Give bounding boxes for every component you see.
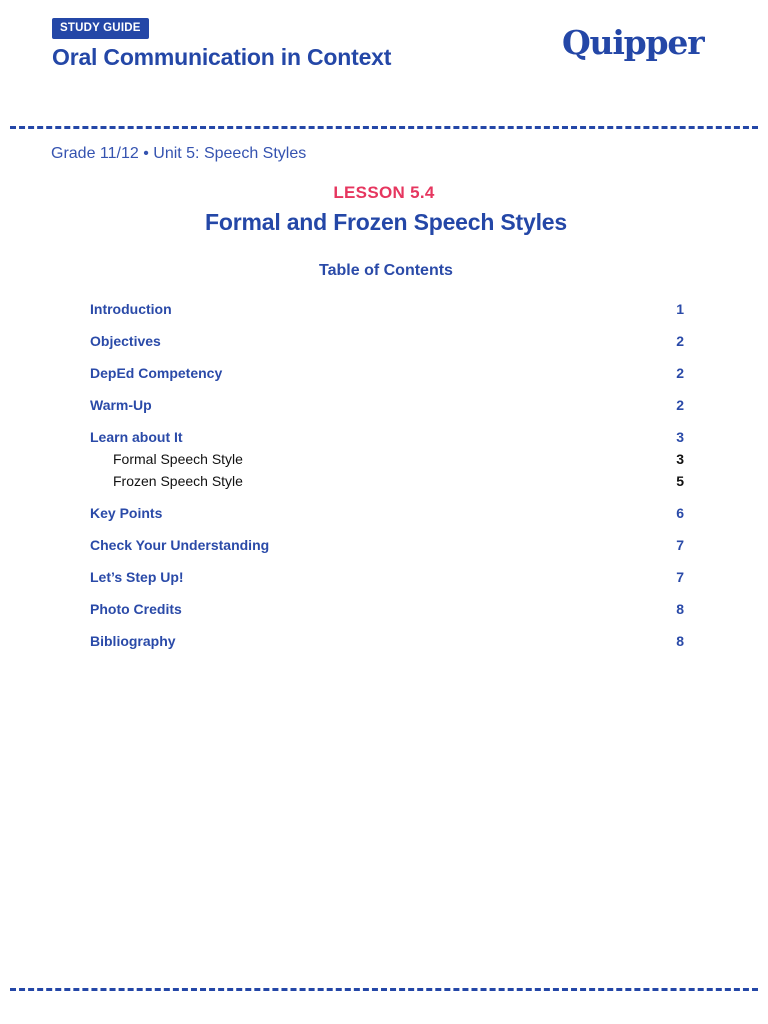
study-guide-badge: STUDY GUIDE	[52, 18, 149, 39]
table-of-contents	[90, 300, 684, 650]
toc-entry-title: Objectives	[90, 333, 161, 349]
toc-subentry-formal-speech-style[interactable]	[90, 450, 684, 468]
lesson-number: LESSON 5.4	[333, 183, 435, 202]
toc-heading: Table of Contents	[319, 262, 453, 279]
toc-entry-page: 2	[676, 397, 684, 413]
toc-entry-title: Bibliography	[90, 633, 176, 649]
quipper-logo: Quipper	[562, 23, 704, 62]
toc-entry-title: Introduction	[90, 301, 172, 317]
toc-entry-title: Photo Credits	[90, 601, 182, 617]
toc-entry-title: Learn about It	[90, 429, 183, 445]
toc-entry-learn-about-it[interactable]	[90, 428, 684, 446]
toc-entry-page: 8	[676, 601, 684, 617]
toc-entry-key-points[interactable]	[90, 504, 684, 522]
toc-entry-title: Key Points	[90, 505, 163, 521]
toc-subentry-frozen-speech-style[interactable]	[90, 472, 684, 490]
toc-entry-deped-competency[interactable]	[90, 364, 684, 382]
toc-entry-check-your-understanding[interactable]	[90, 536, 684, 554]
toc-entry-title: Frozen Speech Style	[113, 473, 243, 489]
toc-entry-page: 1	[676, 301, 684, 317]
toc-entry-title: Let’s Step Up!	[90, 569, 184, 585]
unit-breadcrumb: Grade 11/12 • Unit 5: Speech Styles	[51, 145, 307, 162]
toc-entry-page: 3	[676, 429, 684, 445]
toc-entry-page: 3	[676, 451, 684, 467]
toc-entry-title: Formal Speech Style	[113, 451, 243, 467]
toc-entry-title: DepEd Competency	[90, 365, 223, 381]
toc-entry-title: Warm-Up	[90, 397, 152, 413]
toc-entry-objectives[interactable]	[90, 332, 684, 350]
toc-entry-page: 8	[676, 633, 684, 649]
toc-entry-page: 5	[676, 473, 684, 489]
toc-entry-introduction[interactable]	[90, 300, 684, 318]
toc-entry-page: 2	[676, 365, 684, 381]
toc-entry-page: 2	[676, 333, 684, 349]
toc-entry-bibliography[interactable]	[90, 632, 684, 650]
toc-entry-warm-up[interactable]	[90, 396, 684, 414]
toc-entry-photo-credits[interactable]	[90, 600, 684, 618]
toc-entry-page: 7	[676, 569, 684, 585]
lesson-title: Formal and Frozen Speech Styles	[205, 209, 567, 235]
bottom-dashed-divider	[10, 988, 758, 991]
top-dashed-divider	[10, 126, 758, 129]
toc-entry-lets-step-up[interactable]	[90, 568, 684, 586]
toc-entry-title: Check Your Understanding	[90, 537, 270, 553]
toc-entry-page: 6	[676, 505, 684, 521]
course-title: Oral Communication in Context	[52, 44, 392, 70]
toc-entry-page: 7	[676, 537, 684, 553]
